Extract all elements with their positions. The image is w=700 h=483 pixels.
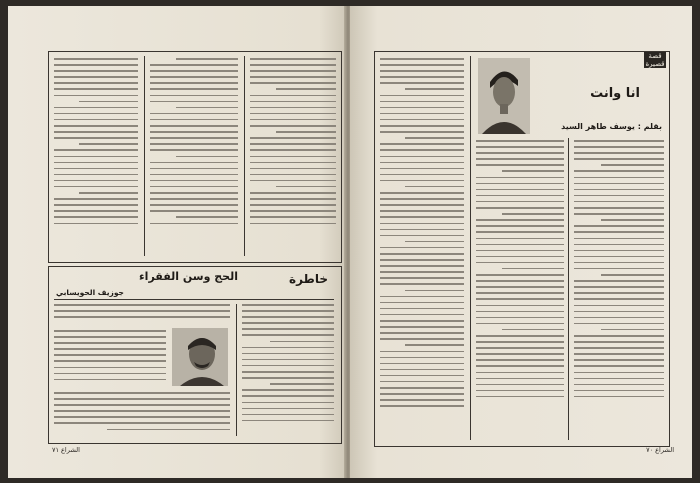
text-column	[380, 58, 464, 440]
left-page	[8, 6, 346, 478]
author-photo	[172, 328, 228, 386]
text-column	[54, 58, 138, 254]
magazine-spread	[8, 6, 692, 478]
text-column	[150, 58, 238, 254]
column-divider	[568, 138, 569, 440]
text-column	[476, 140, 564, 440]
text-column	[54, 392, 230, 436]
column-divider	[144, 56, 145, 256]
story-title: انا وانت	[590, 86, 640, 101]
text-column	[54, 304, 230, 326]
text-column	[54, 330, 166, 388]
portrait-graphic	[478, 58, 530, 134]
column-divider	[470, 56, 471, 440]
text-column	[242, 304, 334, 436]
right-page	[350, 6, 692, 478]
portrait-graphic	[172, 328, 228, 386]
column-divider	[236, 304, 237, 436]
story-byline: بقلم : يوسف طاهر السيد	[561, 122, 662, 131]
author-photo	[478, 58, 530, 134]
page-number-left: الشراع ٧١	[52, 446, 80, 454]
column-divider	[244, 56, 245, 256]
feature-author: جوزيف الحويسابي	[56, 288, 124, 297]
section-logo: قصة قصيرة	[645, 52, 665, 68]
feature-title: خاطرة	[288, 272, 328, 286]
page-number-right: الشراع ٧٠	[646, 446, 674, 454]
feature-heading: الحج وسن الفقراء	[139, 270, 238, 283]
heading-rule	[54, 299, 334, 300]
text-column	[250, 58, 336, 254]
text-column	[574, 140, 664, 440]
